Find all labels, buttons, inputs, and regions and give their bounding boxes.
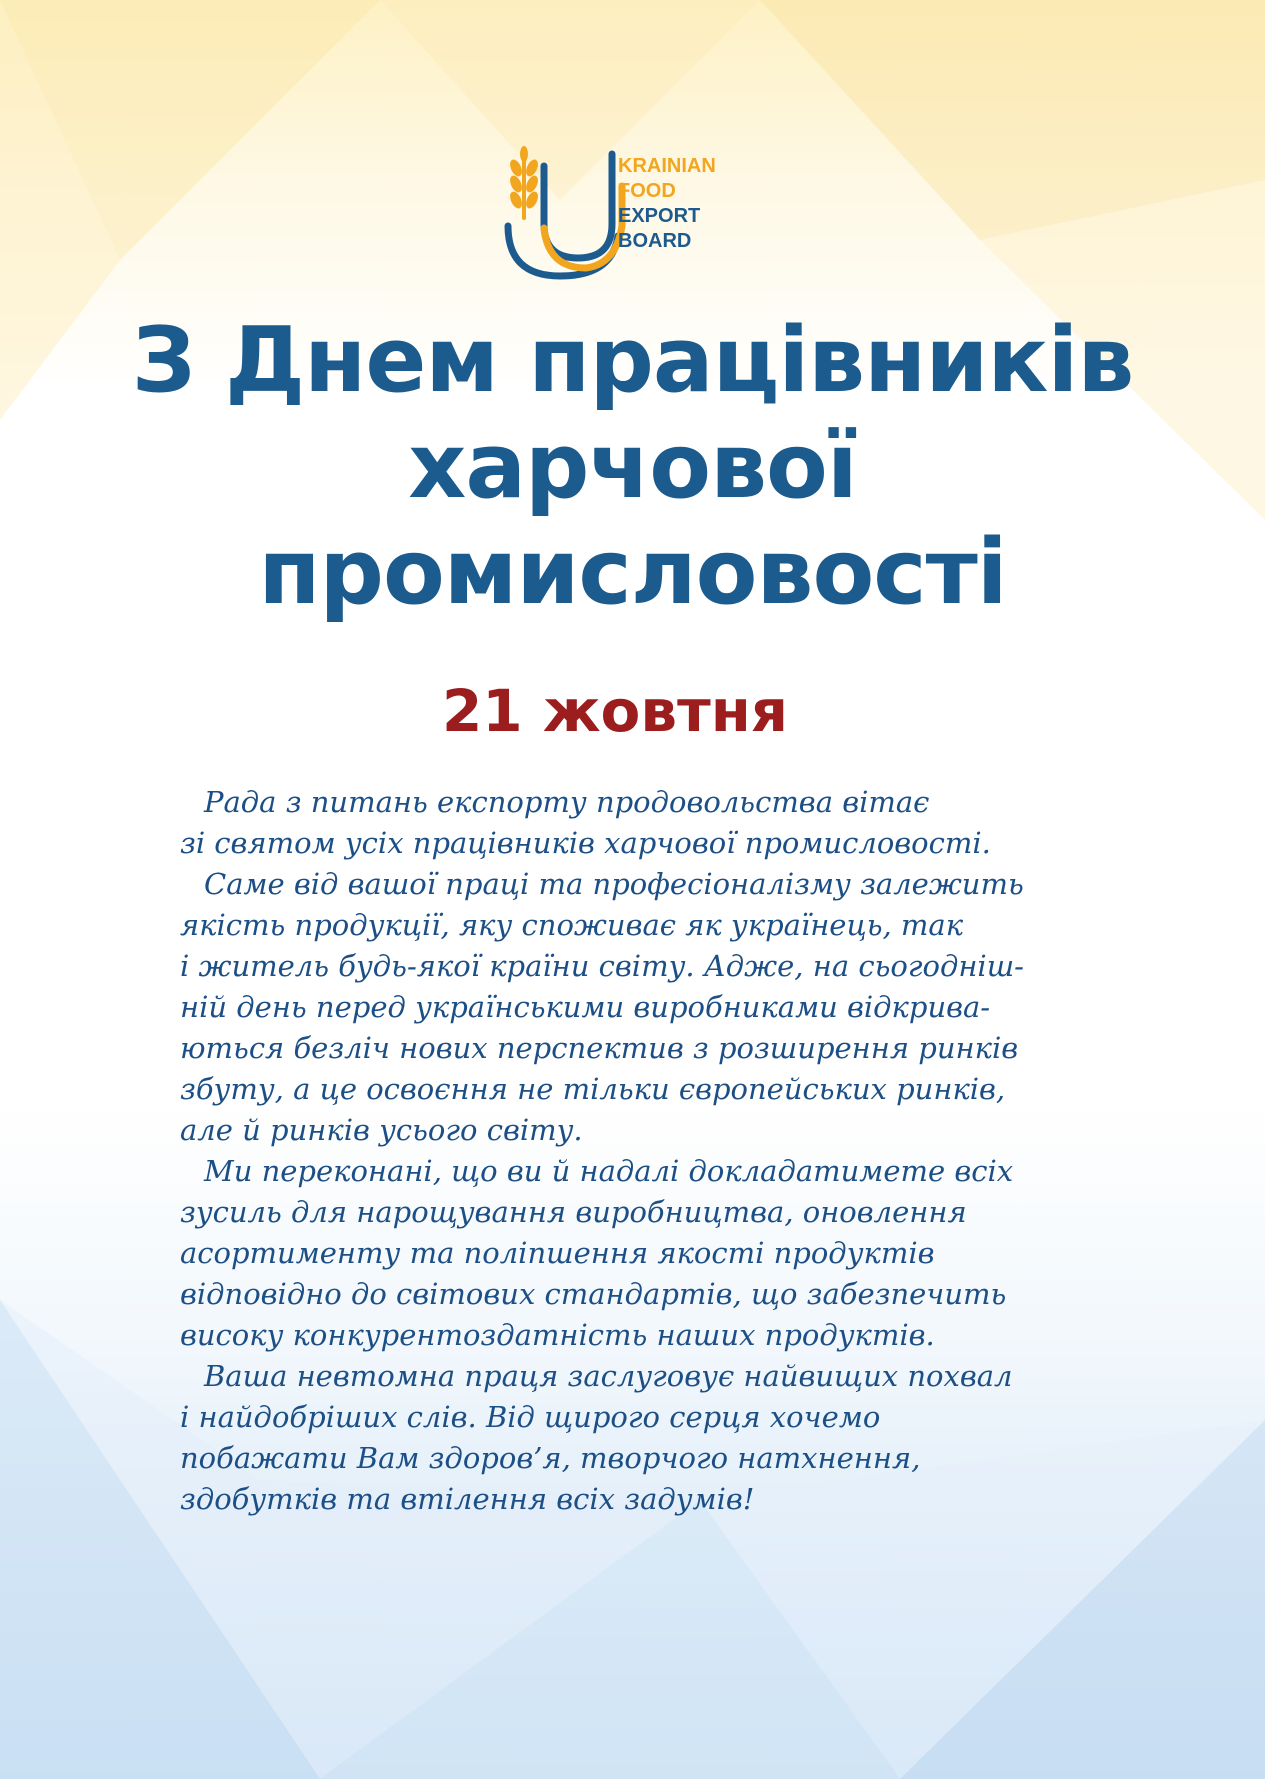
- title-line-3: промисловості: [258, 520, 1007, 625]
- logo-wordmark: [618, 154, 716, 254]
- paragraph-line: побажати Вам здоров’я, творчого натхнення,: [180, 1441, 921, 1475]
- holiday-date: 21 жовтня: [441, 677, 789, 745]
- paragraph-line: якість продукції, яку споживає як українець, так: [180, 908, 964, 942]
- greeting-paragraph: [180, 864, 1140, 1151]
- page-title: [60, 308, 1205, 626]
- greeting-paragraph: [180, 1356, 1140, 1520]
- paragraph-line: асортименту та поліпшення якості продуктів: [180, 1236, 935, 1270]
- logo-line-1: KRAINIAN: [618, 155, 716, 177]
- logo-mark-icon: [500, 146, 630, 282]
- paragraph-line: ються безліч нових перспектив з розширення ринків: [180, 1031, 1019, 1065]
- greeting-paragraph: [180, 782, 1140, 864]
- paragraph-line: Саме від вашої праці та професіоналізму залежить: [204, 867, 1024, 901]
- paragraph-line: здобутків та втілення всіх задумів!: [180, 1482, 755, 1516]
- greeting-body: [180, 782, 1140, 1520]
- paragraph-line: відповідно до світових стандартів, що забезпечить: [180, 1277, 1007, 1311]
- ukrainian-food-export-board-logo: [500, 146, 760, 282]
- logo-line-2: FOOD: [618, 180, 676, 202]
- logo-line-4: BOARD: [618, 230, 692, 252]
- title-line-1: З Днем працівників: [131, 308, 1134, 413]
- title-line-2: харчової: [408, 414, 857, 519]
- paragraph-line: збуту, а це освоєння не тільки європейських ринків,: [180, 1072, 1006, 1106]
- greeting-paragraph: [180, 1151, 1140, 1356]
- paragraph-line: високу конкурентоздатність наших продуктів.: [180, 1318, 935, 1352]
- paragraph-line: і найдобріших слів. Від щирого серця хочемо: [180, 1400, 881, 1434]
- paragraph-line: але й ринків усього світу.: [180, 1113, 583, 1147]
- paragraph-line: Рада з питань експорту продовольства вітає: [204, 785, 930, 819]
- paragraph-line: Ми переконані, що ви й надалі докладатимете всіх: [204, 1154, 1014, 1188]
- paragraph-line: зусиль для нарощування виробництва, оновлення: [180, 1195, 967, 1229]
- logo-line-3: EXPORT: [618, 205, 701, 227]
- paragraph-line: ній день перед українськими виробниками відкрива-: [180, 990, 991, 1024]
- paragraph-line: зі святом усіх працівників харчової промисловості.: [180, 826, 991, 860]
- paragraph-line: і житель будь-якої країни світу. Адже, на сьогодніш-: [180, 949, 1024, 983]
- paragraph-line: Ваша невтомна праця заслуговує найвищих похвал: [204, 1359, 1013, 1393]
